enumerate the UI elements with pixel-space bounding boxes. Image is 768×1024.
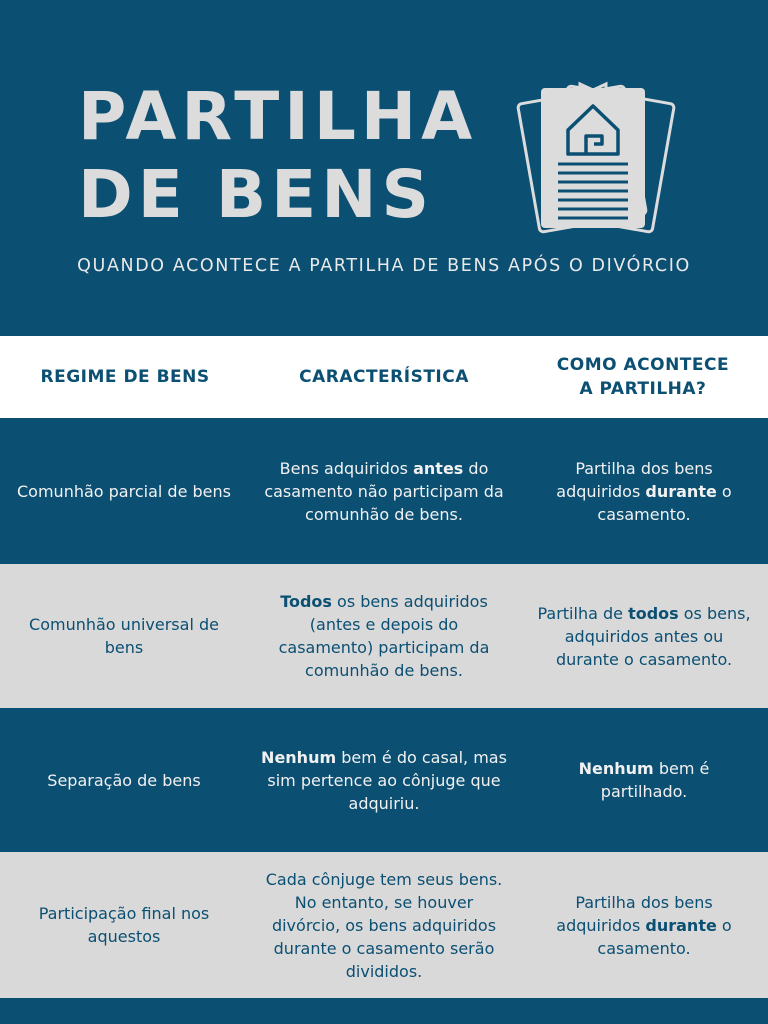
header-partilha-line-1: COMO ACONTECE [556, 355, 730, 375]
subtitle: QUANDO ACONTECE A PARTILHA DE BENS APÓS O DIVÓRCIO [77, 256, 691, 276]
text-segment: bem é partilhado. [600, 759, 710, 801]
text-segment: do casamento não participam da comunhão de bens. [264, 458, 504, 524]
title-line-1: PARTILHA [78, 78, 478, 155]
cell-partilha [520, 757, 768, 803]
header-partilha-line-2: A PARTILHA? [579, 379, 707, 399]
text-segment: os bens, adquiridos antes ou durante o casamento. [555, 603, 751, 669]
text-segment: Bens adquiridos [279, 458, 414, 478]
text-segment: Partilha dos bens adquiridos [556, 892, 713, 935]
bold-text: Nenhum [578, 759, 654, 778]
bold-text: Nenhum [261, 747, 337, 767]
page-title [78, 78, 477, 234]
title-line-2: DE BENS [78, 156, 435, 233]
bold-text: durante [645, 481, 717, 501]
header-caracteristica: CARACTERÍSTICA [299, 367, 469, 387]
bold-text: durante [645, 915, 717, 935]
cell-partilha [520, 602, 768, 671]
text-segment: o casamento. [597, 915, 732, 958]
table-row [0, 418, 768, 564]
table-header [0, 336, 768, 418]
bold-text: antes [413, 458, 464, 478]
cell-caracteristica [248, 590, 520, 682]
table-row [0, 708, 768, 852]
bold-text: todos [628, 603, 679, 623]
header-partilha [518, 353, 768, 401]
text-segment: o casamento. [597, 481, 732, 524]
header [0, 0, 768, 336]
text-segment: os bens adquiridos (antes e depois do casamento) participam da comunhão de bens. [278, 592, 490, 680]
text-segment: Cada cônjuge tem seus bens. No entanto, se houver divórcio, os bens adquiridos durante o casamento serão divididos. [265, 869, 503, 981]
cell-caracteristica [248, 868, 520, 983]
cell-partilha [520, 891, 768, 960]
text-segment: Partilha de [537, 603, 629, 623]
cell-regime: Comunhão parcial de bens [17, 481, 231, 501]
cell-regime: Comunhão universal de bens [29, 615, 219, 657]
cell-regime: Participação final nos aquestos [38, 904, 210, 946]
house-document-icon [510, 72, 680, 242]
text-segment: bem é do casal, mas sim pertence ao cônjuge que adquiriu. [267, 747, 507, 813]
cell-regime: Separação de bens [47, 770, 201, 790]
cell-caracteristica [248, 457, 520, 526]
cell-caracteristica [248, 746, 520, 815]
table-row [0, 852, 768, 998]
cell-partilha [520, 457, 768, 526]
bold-text: Todos [280, 592, 332, 611]
footer-bar [0, 998, 768, 1024]
text-segment: Partilha dos bens adquiridos [556, 458, 713, 501]
table-row [0, 564, 768, 708]
header-regime: REGIME DE BENS [40, 367, 210, 387]
